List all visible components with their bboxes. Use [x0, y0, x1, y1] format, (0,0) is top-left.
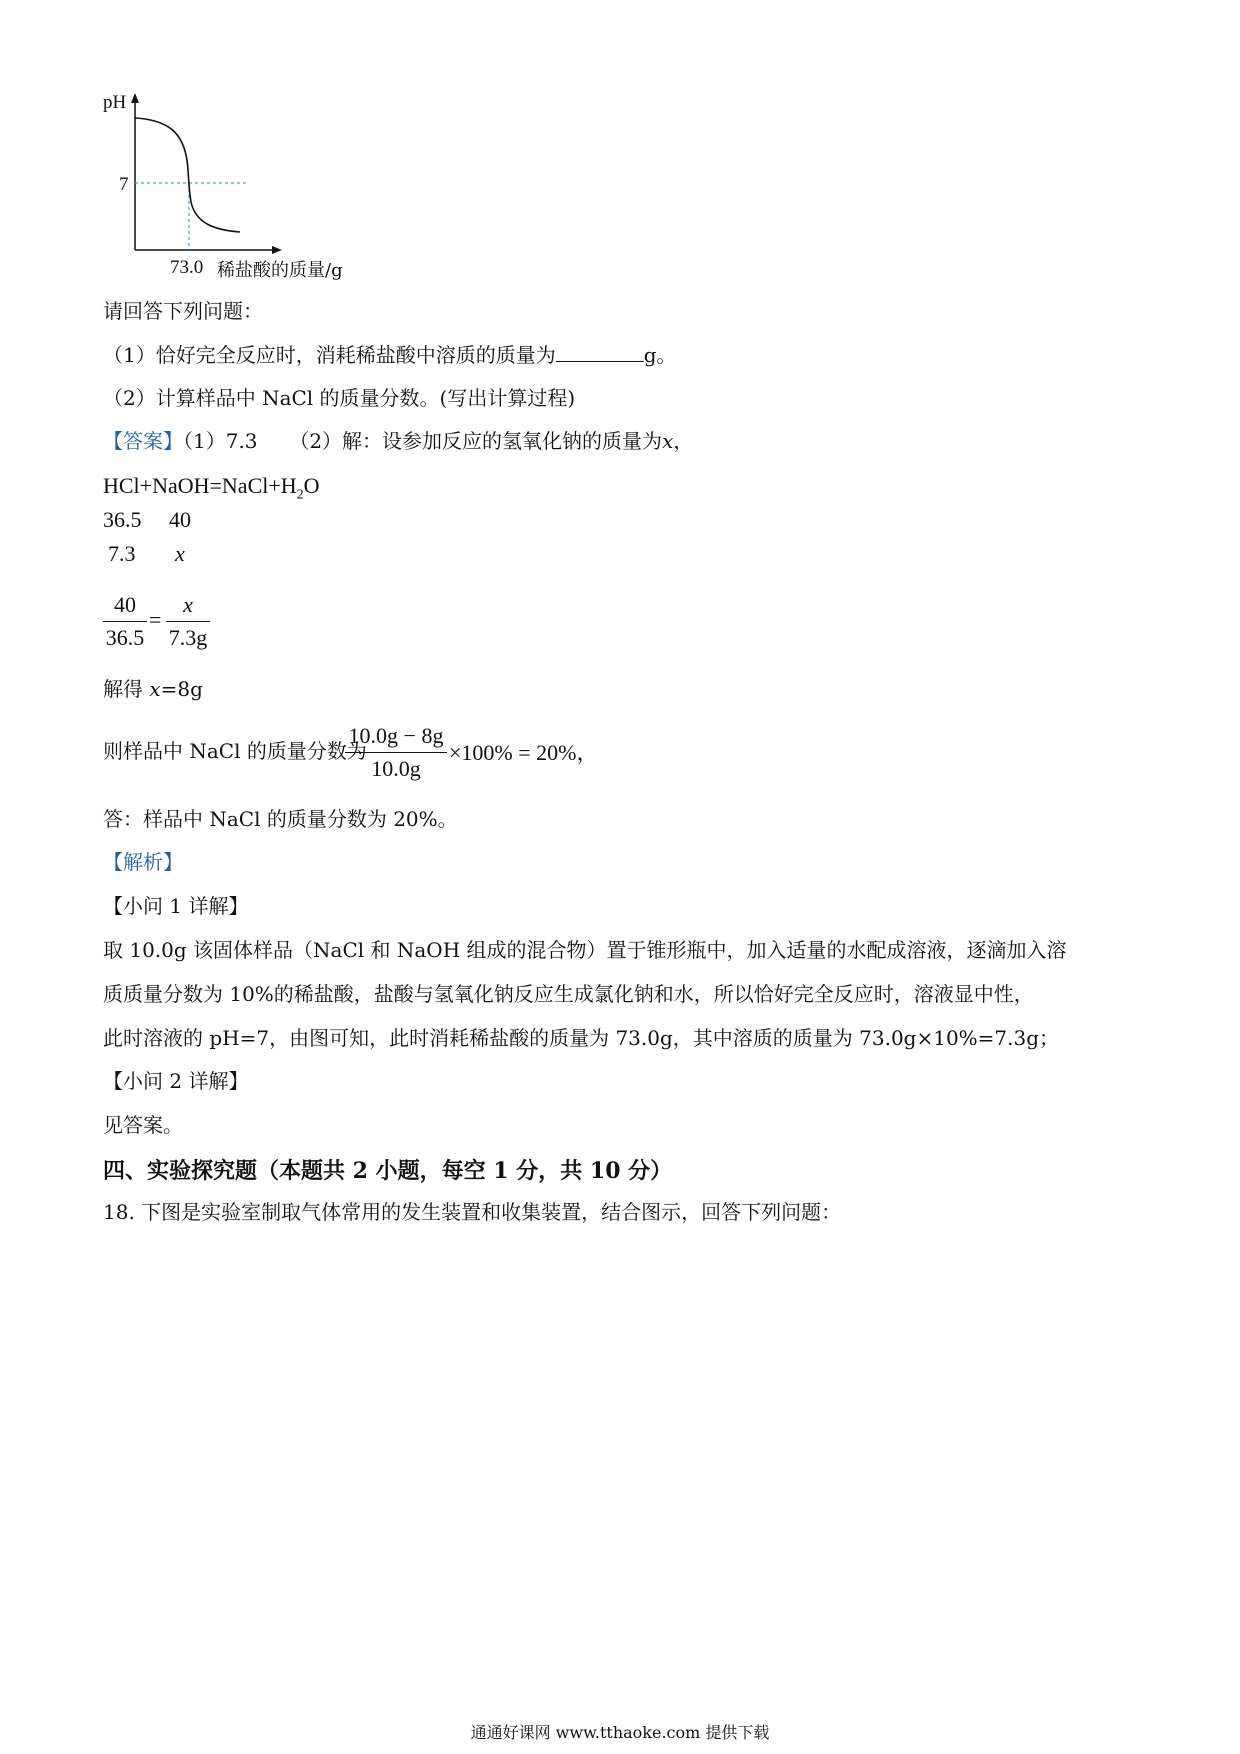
fraction-1-numerator: 40	[114, 592, 136, 617]
mass-fraction	[345, 721, 447, 784]
analysis-line-3: 此时溶液的 pH=7，由图可知，此时消耗稀盐酸的质量为 73.0g，其中溶质的质量为 73.0g×10%=7.3g；	[103, 1026, 1060, 1050]
x-axis	[135, 246, 282, 254]
analysis-line-1: 取 10.0g 该固体样品（NaCl 和 NaOH 组成的混合物）置于锥形瓶中，加入适量的水配成溶液，逐滴加入溶	[103, 938, 1067, 962]
ratio-row-2-b: x	[175, 541, 185, 566]
ratio-row-1	[103, 507, 142, 533]
solve-line	[103, 676, 203, 702]
equation-left: HCl+NaOH=NaCl+H	[103, 473, 297, 498]
mass-fraction-prefix: 则样品中 NaCl 的质量分数为	[103, 739, 367, 763]
ratio-row-1-a: 36.5	[103, 507, 142, 532]
questions-prompt: 请回答下列问题：	[103, 299, 263, 323]
mass-fraction-numerator: 10.0g − 8g	[348, 723, 444, 748]
ph-curve	[135, 118, 240, 232]
x-axis-label: 稀盐酸的质量/g	[217, 260, 343, 281]
answer-part1: （1）7.3	[183, 429, 258, 453]
y-axis	[131, 93, 139, 250]
question-1-unit: g。	[643, 343, 677, 367]
question-18: 18. 下图是实验室制取气体常用的发生装置和收集装置，结合图示，回答下列问题：	[103, 1200, 842, 1224]
solve-value: =8g	[160, 677, 203, 701]
equation-right: O	[303, 473, 320, 498]
analysis-subheading-1: 【小问 1 详解】	[103, 894, 249, 918]
analysis-line-2: 质质量分数为 10%的稀盐酸，盐酸与氢氧化钠反应生成氯化钠和水，所以恰好完全反应时，溶液显中性，	[103, 982, 1034, 1006]
mass-fraction-result: ×100% = 20%，	[449, 740, 599, 765]
chemical-equation	[103, 473, 320, 503]
mass-fraction-bar	[345, 752, 447, 753]
analysis-subheading-2: 【小问 2 详解】	[103, 1069, 249, 1093]
ph-chart	[100, 90, 420, 320]
mass-fraction-denominator: 10.0g	[371, 756, 421, 781]
fraction-1-bar	[103, 621, 147, 622]
section-heading: 四、实验探究题（本题共 2 小题，每空 1 分，共 10 分）	[103, 1158, 673, 1184]
answer-part2-end: ，	[673, 429, 694, 453]
answer-line	[103, 428, 693, 454]
question-1	[103, 342, 677, 368]
fraction-equals: =	[149, 607, 162, 632]
analysis-tag: 【解析】	[103, 850, 183, 874]
answer-variable: x	[662, 429, 674, 453]
solve-variable: x	[149, 677, 161, 701]
y-tick-label: 7	[119, 174, 129, 195]
x-tick-label: 73.0	[170, 257, 204, 278]
fraction-2-denominator: 7.3g	[168, 625, 208, 650]
question-2: （2）计算样品中 NaCl 的质量分数。(写出计算过程)	[103, 386, 576, 410]
question-1-text: （1）恰好完全反应时，消耗稀盐酸中溶质的质量为	[103, 343, 556, 367]
answer-tag: 【答案】	[103, 429, 183, 453]
fraction-2-numerator: x	[183, 592, 193, 617]
fraction-2	[166, 590, 210, 653]
answer-blank	[556, 343, 644, 362]
ratio-row-1-b: 40	[169, 507, 191, 532]
page-footer: 通通好课网 www.tthaoke.com 提供下载	[470, 1723, 770, 1742]
y-axis-label: pH	[103, 92, 127, 113]
solve-prefix: 解得	[103, 677, 150, 701]
fraction-2-bar	[166, 621, 210, 622]
answer-part2: （2）解：设参加反应的氢氧化钠的质量为	[289, 429, 663, 453]
ratio-row-2-a: 7.3	[108, 541, 136, 566]
fraction-1-denominator: 36.5	[105, 625, 145, 650]
analysis-see-answer: 见答案。	[103, 1113, 183, 1137]
equation-subscript: 2	[296, 487, 304, 503]
fraction-1	[103, 590, 147, 653]
answer-conclusion: 答：样品中 NaCl 的质量分数为 20%。	[103, 807, 458, 831]
